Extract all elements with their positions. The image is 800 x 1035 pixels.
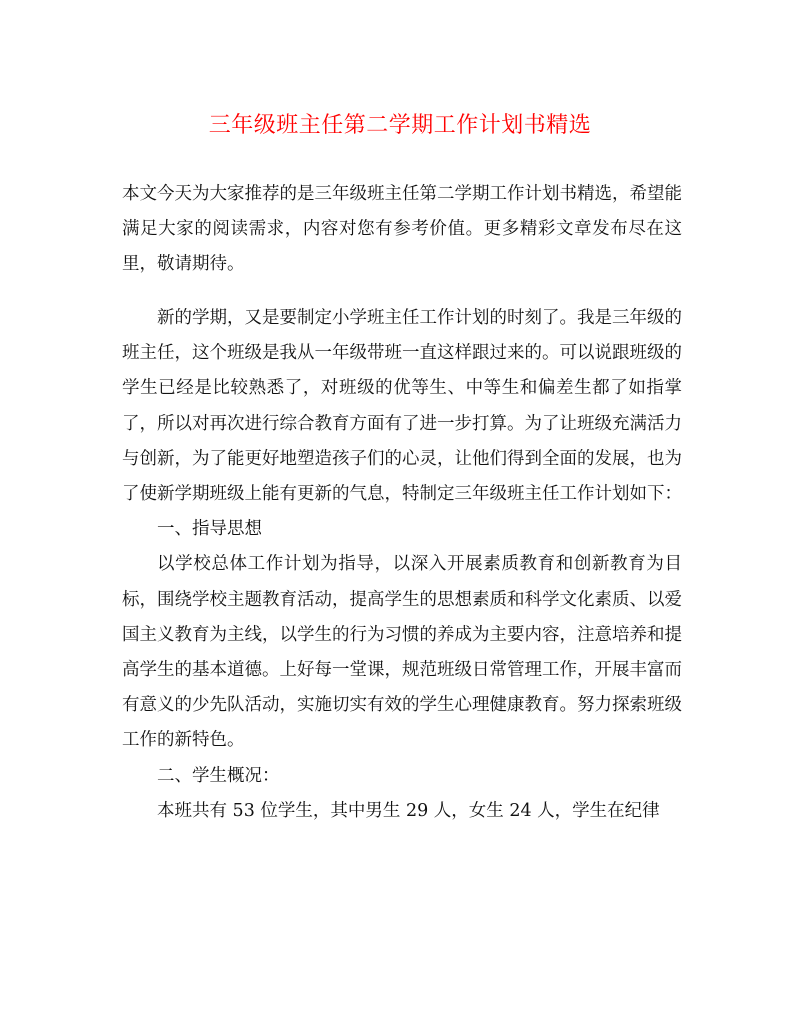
paragraph-student-overview: 本班共有 53 位学生，其中男生 29 人，女生 24 人，学生在纪律 [157, 800, 660, 821]
intro-paragraph: 本文今天为大家推荐的是三年级班主任第二学期工作计划书精选，希望能满足大家的阅读需求，内容对您有参考价值。更多精彩文章发布尽在这里，敬请期待。 [122, 184, 682, 275]
section-heading-student-overview: 二、学生概况： [157, 765, 280, 786]
paragraph-guiding-thought: 以学校总体工作计划为指导，以深入开展素质教育和创新教育为目标，围绕学校主题教育活动，提高学生的思想素质和科学文化素质、以爱国主义教育为主线，以学生的行为习惯的养成为主要内容，注意培养和提高学生的基本道德。上好每一堂课，规范班级日常管理工作，开展丰富而有意义的少先队活动，实施切实有效的学生心理健康教育。努力探索班级工作的新特色。 [122, 554, 682, 751]
intro-block [122, 177, 682, 283]
body-block [122, 301, 682, 829]
section-heading-guiding-thought: 一、指导思想 [157, 519, 262, 540]
paragraph-opening: 新的学期，又是要制定小学班主任工作计划的时刻了。我是三年级的班主任，这个班级是我从一年级带班一直这样跟过来的。可以说跟班级的学生已经是比较熟悉了，对班级的优等生、中等生和偏差生都了如指掌了，所以对再次进行综合教育方面有了进一步打算。为了让班级充满活力与创新，为了能更好地塑造孩子们的心灵，让他们得到全面的发展，也为了使新学期班级上能有更新的气息，特制定三年级班主任工作计划如下： [122, 308, 682, 505]
document-title: 三年级班主任第二学期工作计划书精选 [208, 113, 592, 138]
